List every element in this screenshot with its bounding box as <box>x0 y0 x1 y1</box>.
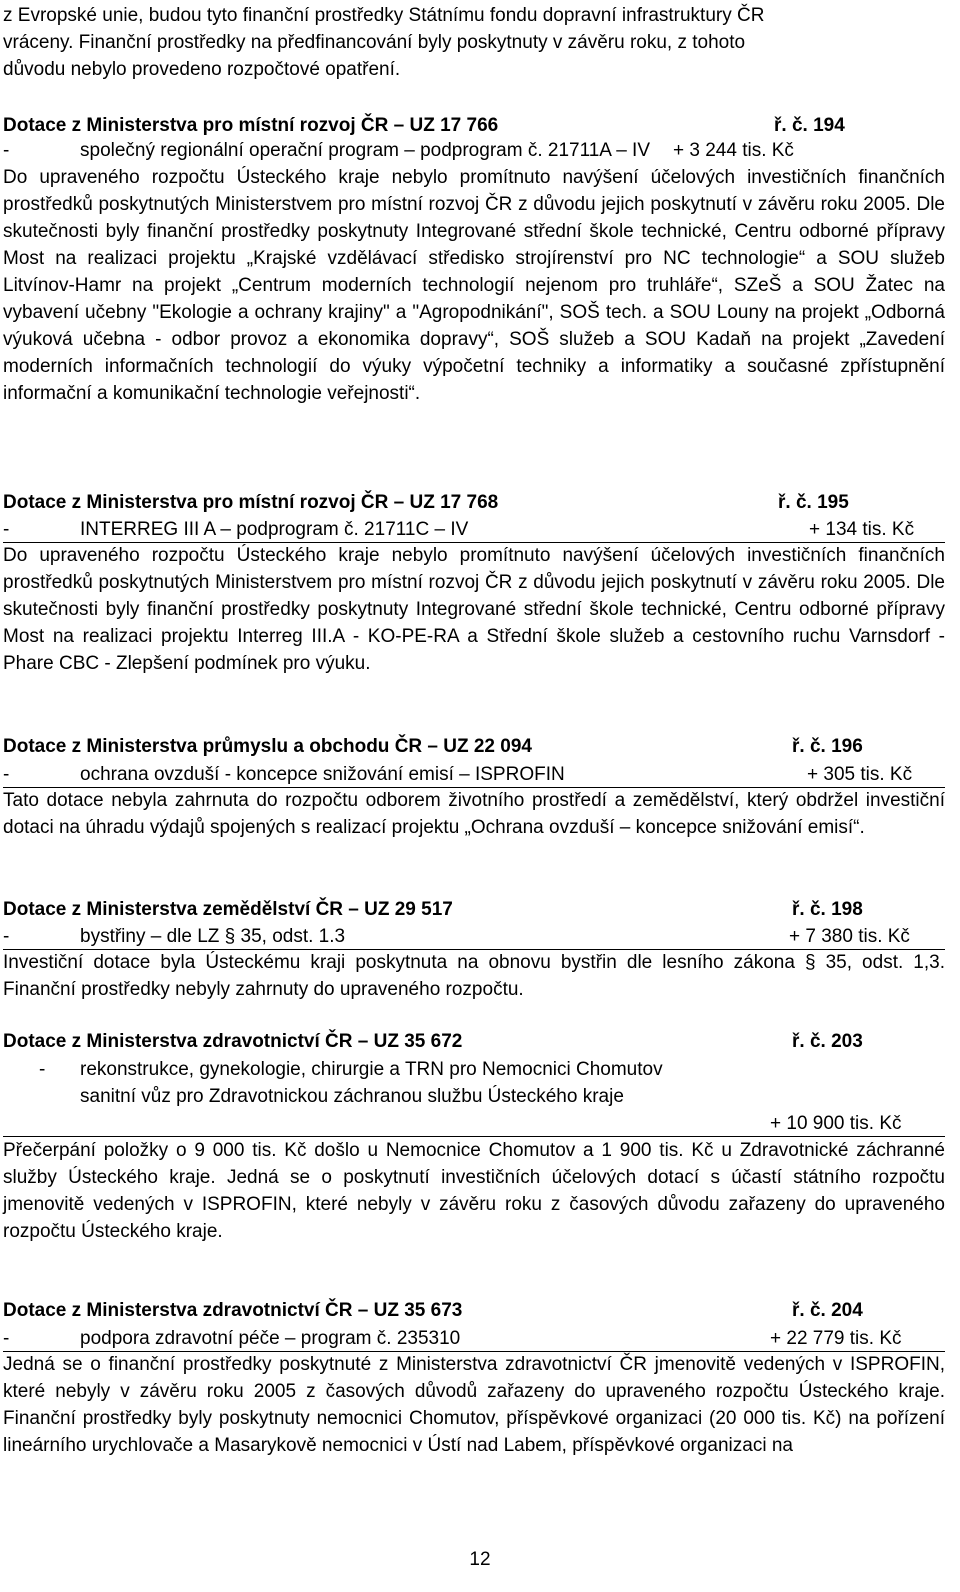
subheading-description: ochrana ovzduší - koncepce snižování emisí – ISPROFIN <box>80 764 565 785</box>
subheading-amount: + 7 380 tis. Kč <box>789 926 910 947</box>
section-subheading <box>3 761 945 788</box>
section-title: Dotace z Ministerstva zdravotnictví ČR – UZ 35 672 <box>3 1031 463 1052</box>
subheading-amount: + 3 244 tis. Kč <box>673 140 794 161</box>
section-text: Jedná se o finanční prostředky poskytnuté z Ministerstva zdravotnictví ČR jmenovitě vedených v ISPROFIN, které nebyly v závěru roku 2005 z časových důvodů zařazeny do upraveného rozpočtu Ústeckého kraje. Finanční prostředky byly poskytnuty nemocnici Chomutov, příspěvkové organizaci (20 000 tis. Kč) na pořízení lineárního urychlovače a Masarykově nemocnici v Ústí nad Labem, příspěvkové organizaci na <box>3 1354 945 1456</box>
section-title: Dotace z Ministerstva zdravotnictví ČR – UZ 35 673 <box>3 1300 463 1321</box>
section-subheading <box>3 1056 945 1083</box>
section-subheading-amount-line <box>3 1110 945 1137</box>
row-number: ř. č. 195 <box>778 492 849 513</box>
section-heading <box>3 733 945 760</box>
section-heading <box>3 1297 945 1324</box>
intro-line: vráceny. Finanční prostředky na předfinancování byly poskytnuty v závěru roku, z tohoto <box>3 32 746 53</box>
section-title: Dotace z Ministerstva průmyslu a obchodu ČR – UZ 22 094 <box>3 736 532 757</box>
section-subheading <box>3 137 945 164</box>
section-subheading <box>3 516 945 543</box>
subheading-description: sanitní vůz pro Zdravotnickou záchranou službu Ústeckého kraje <box>80 1086 624 1107</box>
subheading-description: společný regionální operační program – podprogram č. 21711A – IV <box>80 140 650 161</box>
section-title: Dotace z Ministerstva zemědělství ČR – UZ 29 517 <box>3 899 453 920</box>
dash: - <box>3 926 10 947</box>
section-text: Do upraveného rozpočtu Ústeckého kraje nebylo promítnuto navýšení účelových investičních finančních prostředků poskytnutých Ministerstvem pro místní rozvoj ČR z důvodu jejich poskytnutí v závěru roku 2005. Dle skutečnosti byly finanční prostředky poskytnuty Integrované střední škole technické, Centru odborné přípravy Most na realizaci projektu Interreg III.A - KO-PE-RA a Střední škole služeb a cestovního ruchu Varnsdorf - Phare CBC - Zlepšení podmínek pro výuku. <box>3 545 945 674</box>
section-title: Dotace z Ministerstva pro místní rozvoj ČR – UZ 17 768 <box>3 492 499 513</box>
page-number: 12 <box>469 1549 491 1570</box>
intro-paragraph <box>3 2 945 83</box>
subheading-description: INTERREG III A – podprogram č. 21711C – IV <box>80 519 469 540</box>
dash: - <box>3 519 10 540</box>
row-number: ř. č. 196 <box>792 736 863 757</box>
section-text: Do upraveného rozpočtu Ústeckého kraje nebylo promítnuto navýšení účelových investičních finančních prostředků poskytnutých Ministerstvem pro místní rozvoj ČR z důvodu jejich poskytnutí v závěru roku 2005. Dle skutečnosti byly finanční prostředky poskytnuty Integrované střední škole technické, Centru odborné přípravy Most na realizaci projektu „Krajské vzdělávací středisko strojírenství pro NC technologie“ a SOU služeb Litvínov-Hamr na projekt „Centrum moderních technologií nejenom pro truhláře“, SZeŠ a SOU Žatec na vybavení učebny "Ekologie a ochrany krajiny" a "Agropodnikání", SOŠ tech. a SOU Louny na projekt „Odborná výuková učebna - odbor provoz a ekonomika dopravy“, SOŠ služeb a SOU Kadaň na projekt „Zavedení moderních informačních technologií do výuky výpočetní techniky a informatiky a současné zpřístupnění informační a komunikační technologie veřejnosti“. <box>3 167 945 404</box>
section-subheading <box>3 1325 945 1352</box>
subheading-amount: + 22 779 tis. Kč <box>770 1328 902 1349</box>
dash: - <box>3 140 10 161</box>
subheading-amount: + 305 tis. Kč <box>807 764 913 785</box>
section-subheading <box>3 923 945 950</box>
dash: - <box>3 1328 10 1349</box>
row-number: ř. č. 203 <box>792 1031 863 1052</box>
subheading-description: podpora zdravotní péče – program č. 235310 <box>80 1328 461 1349</box>
row-number: ř. č. 198 <box>792 899 863 920</box>
section-text: Přečerpání položky o 9 000 tis. Kč došlo u Nemocnice Chomutov a 1 900 tis. Kč u Zdravotnické záchranné služby Ústeckého kraje. Jedná se o poskytnutí investičních účelových dotací s účastí státního rozpočtu jmenovitě vedených v ISPROFIN, které nebyly v závěru roku z časových důvodu zařazeny do upraveného rozpočtu Ústeckého kraje. <box>3 1140 945 1242</box>
intro-line: důvodu nebylo provedeno rozpočtové opatření. <box>3 59 401 80</box>
subheading-amount: + 134 tis. Kč <box>809 519 915 540</box>
section-heading <box>3 112 945 139</box>
dash: - <box>3 764 10 785</box>
section-heading <box>3 489 945 516</box>
section-text: Tato dotace nebyla zahrnuta do rozpočtu odborem životního prostředí a zemědělství, který obdržel investiční dotaci na úhradu výdajů spojených s realizací projektu „Ochrana ovzduší – koncepce snižování emisí“. <box>3 790 945 838</box>
intro-line: z Evropské unie, budou tyto finanční prostředky Státnímu fondu dopravní infrastruktury ČR <box>3 5 765 26</box>
section-heading <box>3 896 945 923</box>
subheading-amount: + 10 900 tis. Kč <box>770 1113 902 1134</box>
section-heading <box>3 1028 945 1055</box>
subheading-description: rekonstrukce, gynekologie, chirurgie a TRN pro Nemocnici Chomutov <box>80 1059 663 1080</box>
row-number: ř. č. 204 <box>792 1300 863 1321</box>
section-subheading-line2 <box>3 1083 945 1110</box>
section-text: Investiční dotace byla Ústeckému kraji poskytnuta na obnovu bystřin dle lesního zákona § 35, odst. 1,3. Finanční prostředky nebyly zahrnuty do upraveného rozpočtu. <box>3 952 945 1000</box>
dash: - <box>39 1059 46 1080</box>
row-number: ř. č. 194 <box>774 115 845 136</box>
subheading-description: bystřiny – dle LZ § 35, odst. 1.3 <box>80 926 346 947</box>
section-title: Dotace z Ministerstva pro místní rozvoj ČR – UZ 17 766 <box>3 115 499 136</box>
